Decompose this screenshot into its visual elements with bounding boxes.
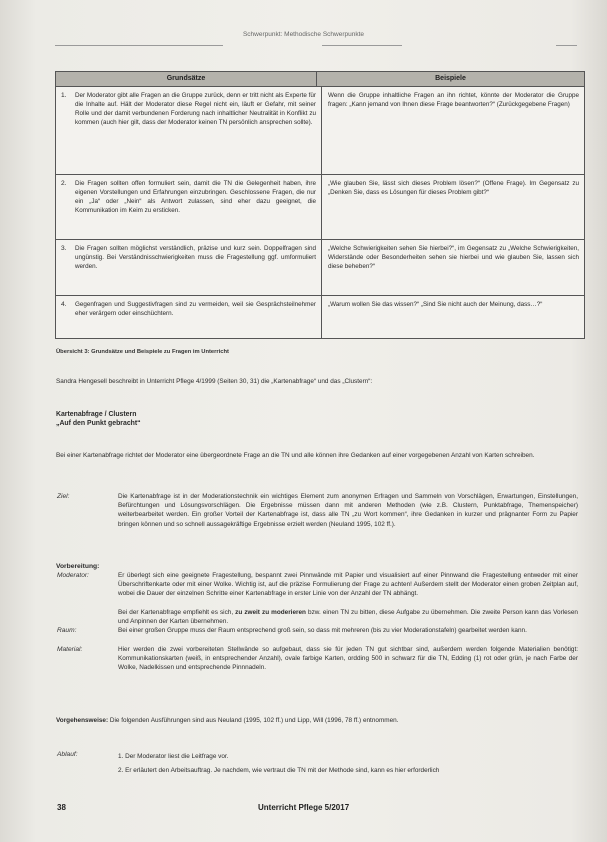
ziel-text: Die Kartenabfrage ist in der Moderationstechnik ein wichtiges Element zum anonymen Erfragen und Sammeln von Vorschlägen, Erwartungen, Einstellungen, Befürchtungen und Lösungsvorschlägen. Die Ergebnisse müssen dann mit anderen Methoden (wie z.B. Clustern, Punktabfrage, Themenspeicher) weiterbearbeitet werden. Ein großer Vorteil der Kartenabfrage ist, dass alle TN „zu Wort kommen“, ihre Gedanken in kurzer und prägnanter Form zu Papier bringen können und so schnell aussagekräftige Ergebnisse erzielt werden (Neuland 1995, 102 ff.).	[118, 493, 578, 528]
ablauf-item: 1. Der Moderator liest die Leitfrage vor.	[118, 753, 229, 760]
ablauf-item: 2. Er erläutert den Arbeitsauftrag. Je nachdem, wie vertraut die TN mit der Methode sind, kann es hier erforderlich	[118, 767, 440, 774]
row-principle: Der Moderator gibt alle Fragen an die Gruppe zurück, denn er tritt nicht als Experte für die Inhalte auf. Hält der Moderator diese Regel nicht ein, läuft er Gefahr, mit seiner Rolle und der damit verbundenen Forderung nach inhaltlicher Neutralität in Konflikt zu kommen (auch hier gilt, dass der Moderator keinen TN persönlich ansprechen sollte).	[75, 87, 322, 174]
section-lead: Bei einer Kartenabfrage richtet der Moderator eine übergeordnete Frage an die TN und alle können ihre Gedanken auf einer vorgegebenen Anzahl von Karten schreiben.	[56, 452, 535, 459]
section-subtitle: „Auf den Punkt gebracht“	[56, 420, 141, 427]
ablauf-label: Ablauf:	[57, 751, 78, 758]
table-header	[56, 72, 584, 87]
row-number: 1.	[61, 92, 67, 99]
material-label: Material:	[57, 646, 83, 653]
row-number: 2.	[61, 180, 67, 187]
vorgehensweise	[56, 716, 578, 725]
table-row	[56, 296, 584, 338]
row-example: „Welche Schwierigkeiten sehen Sie hierbei?“, im Gegensatz zu „Welche Schwierigkeiten, Widerstände oder Besonderheiten sehen sie hierbei und wie glauben Sie, lassen sich diese beheben?“	[328, 245, 579, 270]
moderator-text: Er überlegt sich eine geeignete Fragestellung, bespannt zwei Pinnwände mit Papier und visualisiert auf einer Pinnwand die Fragestellung entweder mit einer Überschriftenkarte oder mit einer Wolke. Wichtig ist, auf die präzise Formulierung der Frage zu achten! Außerdem stellt der Moderator einen groben Zeitplan auf, wobei die Dauer der einzelnen Schritte einer Kartenabfrage in erster Linie von der Anzahl der TN abhängt.	[118, 572, 578, 598]
journal-name: Unterricht Pflege 5/2017	[258, 803, 350, 812]
row-number: 4.	[61, 301, 67, 308]
table-row	[56, 240, 584, 296]
table-row	[56, 87, 584, 175]
row-principle: Die Fragen sollten möglichst verständlich, präzise und kurz sein. Doppelfragen sind ungünstig. Bei Verständnisschwierigkeiten muss die Fragestellung ggf. umformuliert werden.	[75, 240, 322, 295]
row-number: 3.	[61, 245, 67, 252]
principles-table	[55, 71, 585, 339]
running-header: Schwerpunkt: Methodische Schwerpunkte	[242, 31, 365, 38]
vorgehensweise-text: Die folgenden Ausführungen sind aus Neuland (1995, 102 ff.) und Lipp, Will (1996, 78 ff.) entnommen.	[109, 717, 399, 724]
header-rule-right	[556, 45, 577, 46]
intro-text: Sandra Hengesell beschreibt in Unterricht Pflege 4/1999 (Seiten 30, 31) die „Kartenabfrage“ und das „Clustern“:	[56, 378, 373, 385]
vorgehensweise-label: Vorgehensweise:	[56, 717, 109, 724]
section-title: Kartenabfrage / Clustern	[56, 411, 137, 418]
moderator-label: Moderator:	[57, 572, 89, 579]
moderator-note	[118, 608, 578, 626]
vorbereitung-title: Vorbereitung:	[56, 563, 100, 570]
header-rule-left	[55, 45, 223, 46]
raum-text: Bei einer großen Gruppe muss der Raum entsprechend groß sein, so dass mit mehreren (bis zu vier Moderationstafeln) gearbeitet werden kann.	[118, 627, 527, 634]
page-number: 38	[57, 803, 66, 812]
header-beispiele: Beispiele	[435, 75, 466, 82]
table-caption: Übersicht 3: Grundsätze und Beispiele zu Fragen im Unterricht	[56, 349, 229, 355]
raum-label: Raum:	[57, 627, 77, 634]
row-principle: Gegenfragen und Suggestivfragen sind zu vermeiden, weil sie Gesprächsteilnehmer eher verärgern oder einschüchtern.	[75, 296, 322, 338]
row-example: „Warum wollen Sie das wissen?“ „Sind Sie nicht auch der Meinung, dass…?“	[328, 301, 543, 308]
moderator-note-pre: Bei der Kartenabfrage empfiehlt es sich,	[118, 609, 234, 616]
header-grundsaetze: Grundsätze	[56, 72, 317, 86]
material-text: Hier werden die zwei vorbereiteten Stellwände so aufgebaut, dass sie für jeden TN gut sichtbar sind, außerdem werden folgende Materialien benötigt: Kommunikationskarten (weiß, in entsprechender Anzahl), ovale farbige Karten, ordding 500 in schwarz für die TN, Edding (1) rot oder grün, je nach Farbe der Wolke, Nadelkissen und entsprechende Pinnnadeln.	[118, 646, 578, 672]
row-principle: Die Fragen sollten offen formuliert sein, damit die TN die Gelegenheit haben, ihre eigenen Vorstellungen und Erfahrungen einzubringen. Geschlossene Fragen, die nur ein „Ja“ oder „Nein“ als Antwort zulassen, sind eher dazu geeignet, die Kommunikation im Keim zu ersticken.	[75, 175, 322, 239]
moderator-note-bold: zu zweit zu moderieren	[235, 609, 306, 616]
ziel-label: Ziel:	[57, 493, 70, 500]
row-example: Wenn die Gruppe inhaltliche Fragen an ihn richtet, könnte der Moderator die Gruppe fragen: „Kann jemand von Ihnen diese Frage beantworten?“ (Zurückgegebene Fragen)	[328, 92, 579, 108]
header-rule-mid	[322, 45, 402, 46]
moderator-note-post: bzw. einen TN zu bitten, diese Aufgabe zu übernehmen. Die zweite Person kann das Vorlesen und Anpinnen der Karten übernehmen.	[118, 609, 578, 626]
row-example: „Wie glauben Sie, lässt sich dieses Problem lösen?“ (Offene Frage). Im Gegensatz zu „Denken Sie, dass es Lösungen für dieses Problem gibt?“	[328, 180, 579, 196]
table-row	[56, 175, 584, 240]
